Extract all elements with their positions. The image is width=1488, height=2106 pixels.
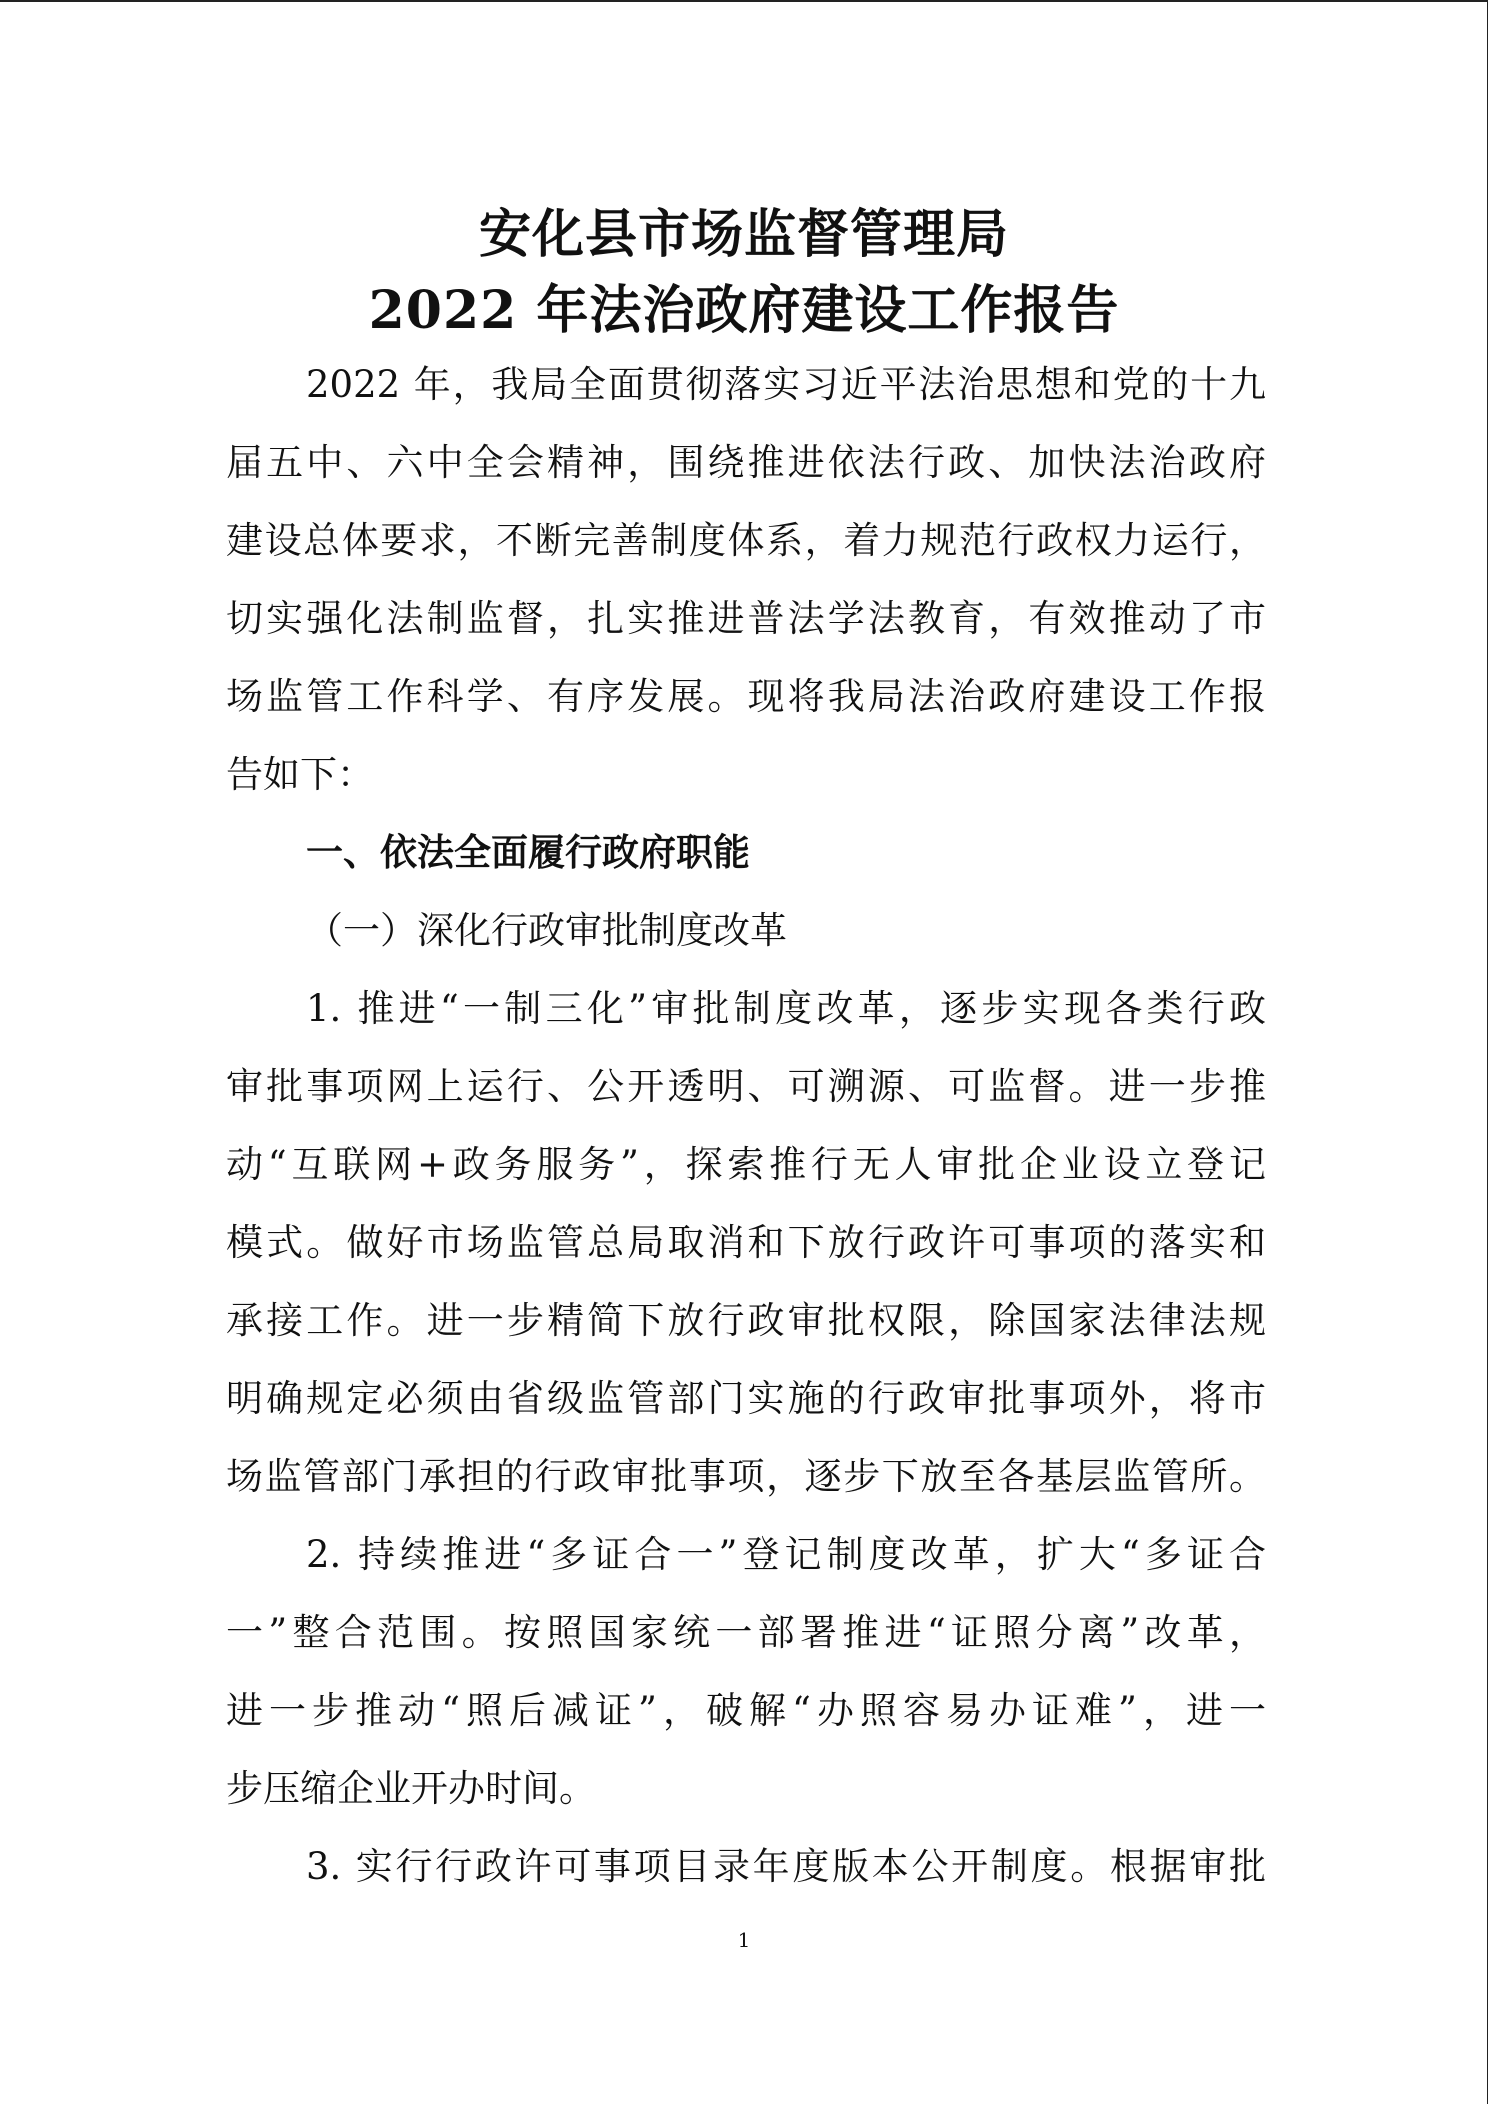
page-number: 1: [737, 1928, 751, 1952]
paragraph-line: 届五中、六中全会精神，围绕推进依法行政、加快法治政府: [226, 441, 1266, 484]
paragraph-line: 建设总体要求，不断完善制度体系，着力规范行政权力运行，: [226, 519, 1266, 562]
paragraph-line: 动“互联网+政务服务”，探索推行无人审批企业设立登记: [226, 1143, 1266, 1186]
paragraph-line: 步压缩企业开办时间。: [226, 1767, 596, 1810]
document-title-line1: 安化县市场监督管理局: [478, 204, 1009, 265]
document-page: [0, 2, 1488, 2106]
paragraph-line: 场监管部门承担的行政审批事项，逐步下放至各基层监管所。: [226, 1455, 1266, 1498]
paragraph-line: 告如下：: [226, 753, 374, 796]
document-title-line2: 2022 年法治政府建设工作报告: [368, 280, 1120, 341]
paragraph-line: 1. 推进“一制三化”审批制度改革，逐步实现各类行政: [306, 987, 1266, 1030]
paragraph-line: 模式。做好市场监管总局取消和下放行政许可事项的落实和: [226, 1221, 1266, 1264]
paragraph-line: 进一步推动“照后减证”，破解“办照容易办证难”，进一: [226, 1689, 1266, 1732]
paragraph-line: 审批事项网上运行、公开透明、可溯源、可监督。进一步推: [226, 1065, 1266, 1108]
paragraph-line: 3. 实行行政许可事项目录年度版本公开制度。根据审批: [306, 1845, 1266, 1888]
paragraph-line: 切实强化法制监督，扎实推进普法学法教育，有效推动了市: [226, 597, 1266, 640]
paragraph-line: 明确规定必须由省级监管部门实施的行政审批事项外，将市: [226, 1377, 1266, 1420]
paragraph-line: 承接工作。进一步精简下放行政审批权限，除国家法律法规: [226, 1299, 1266, 1342]
paragraph-line: 2022 年，我局全面贯彻落实习近平法治思想和党的十九: [306, 363, 1266, 406]
paragraph-line: 一”整合范围。按照国家统一部署推进“证照分离”改革，: [226, 1611, 1266, 1654]
section-heading: 一、依法全面履行政府职能: [306, 830, 750, 874]
paragraph-line: 2. 持续推进“多证合一”登记制度改革，扩大“多证合: [306, 1533, 1266, 1576]
subsection-heading: （一）深化行政审批制度改革: [306, 909, 787, 952]
paragraph-line: 场监管工作科学、有序发展。现将我局法治政府建设工作报: [226, 675, 1266, 718]
